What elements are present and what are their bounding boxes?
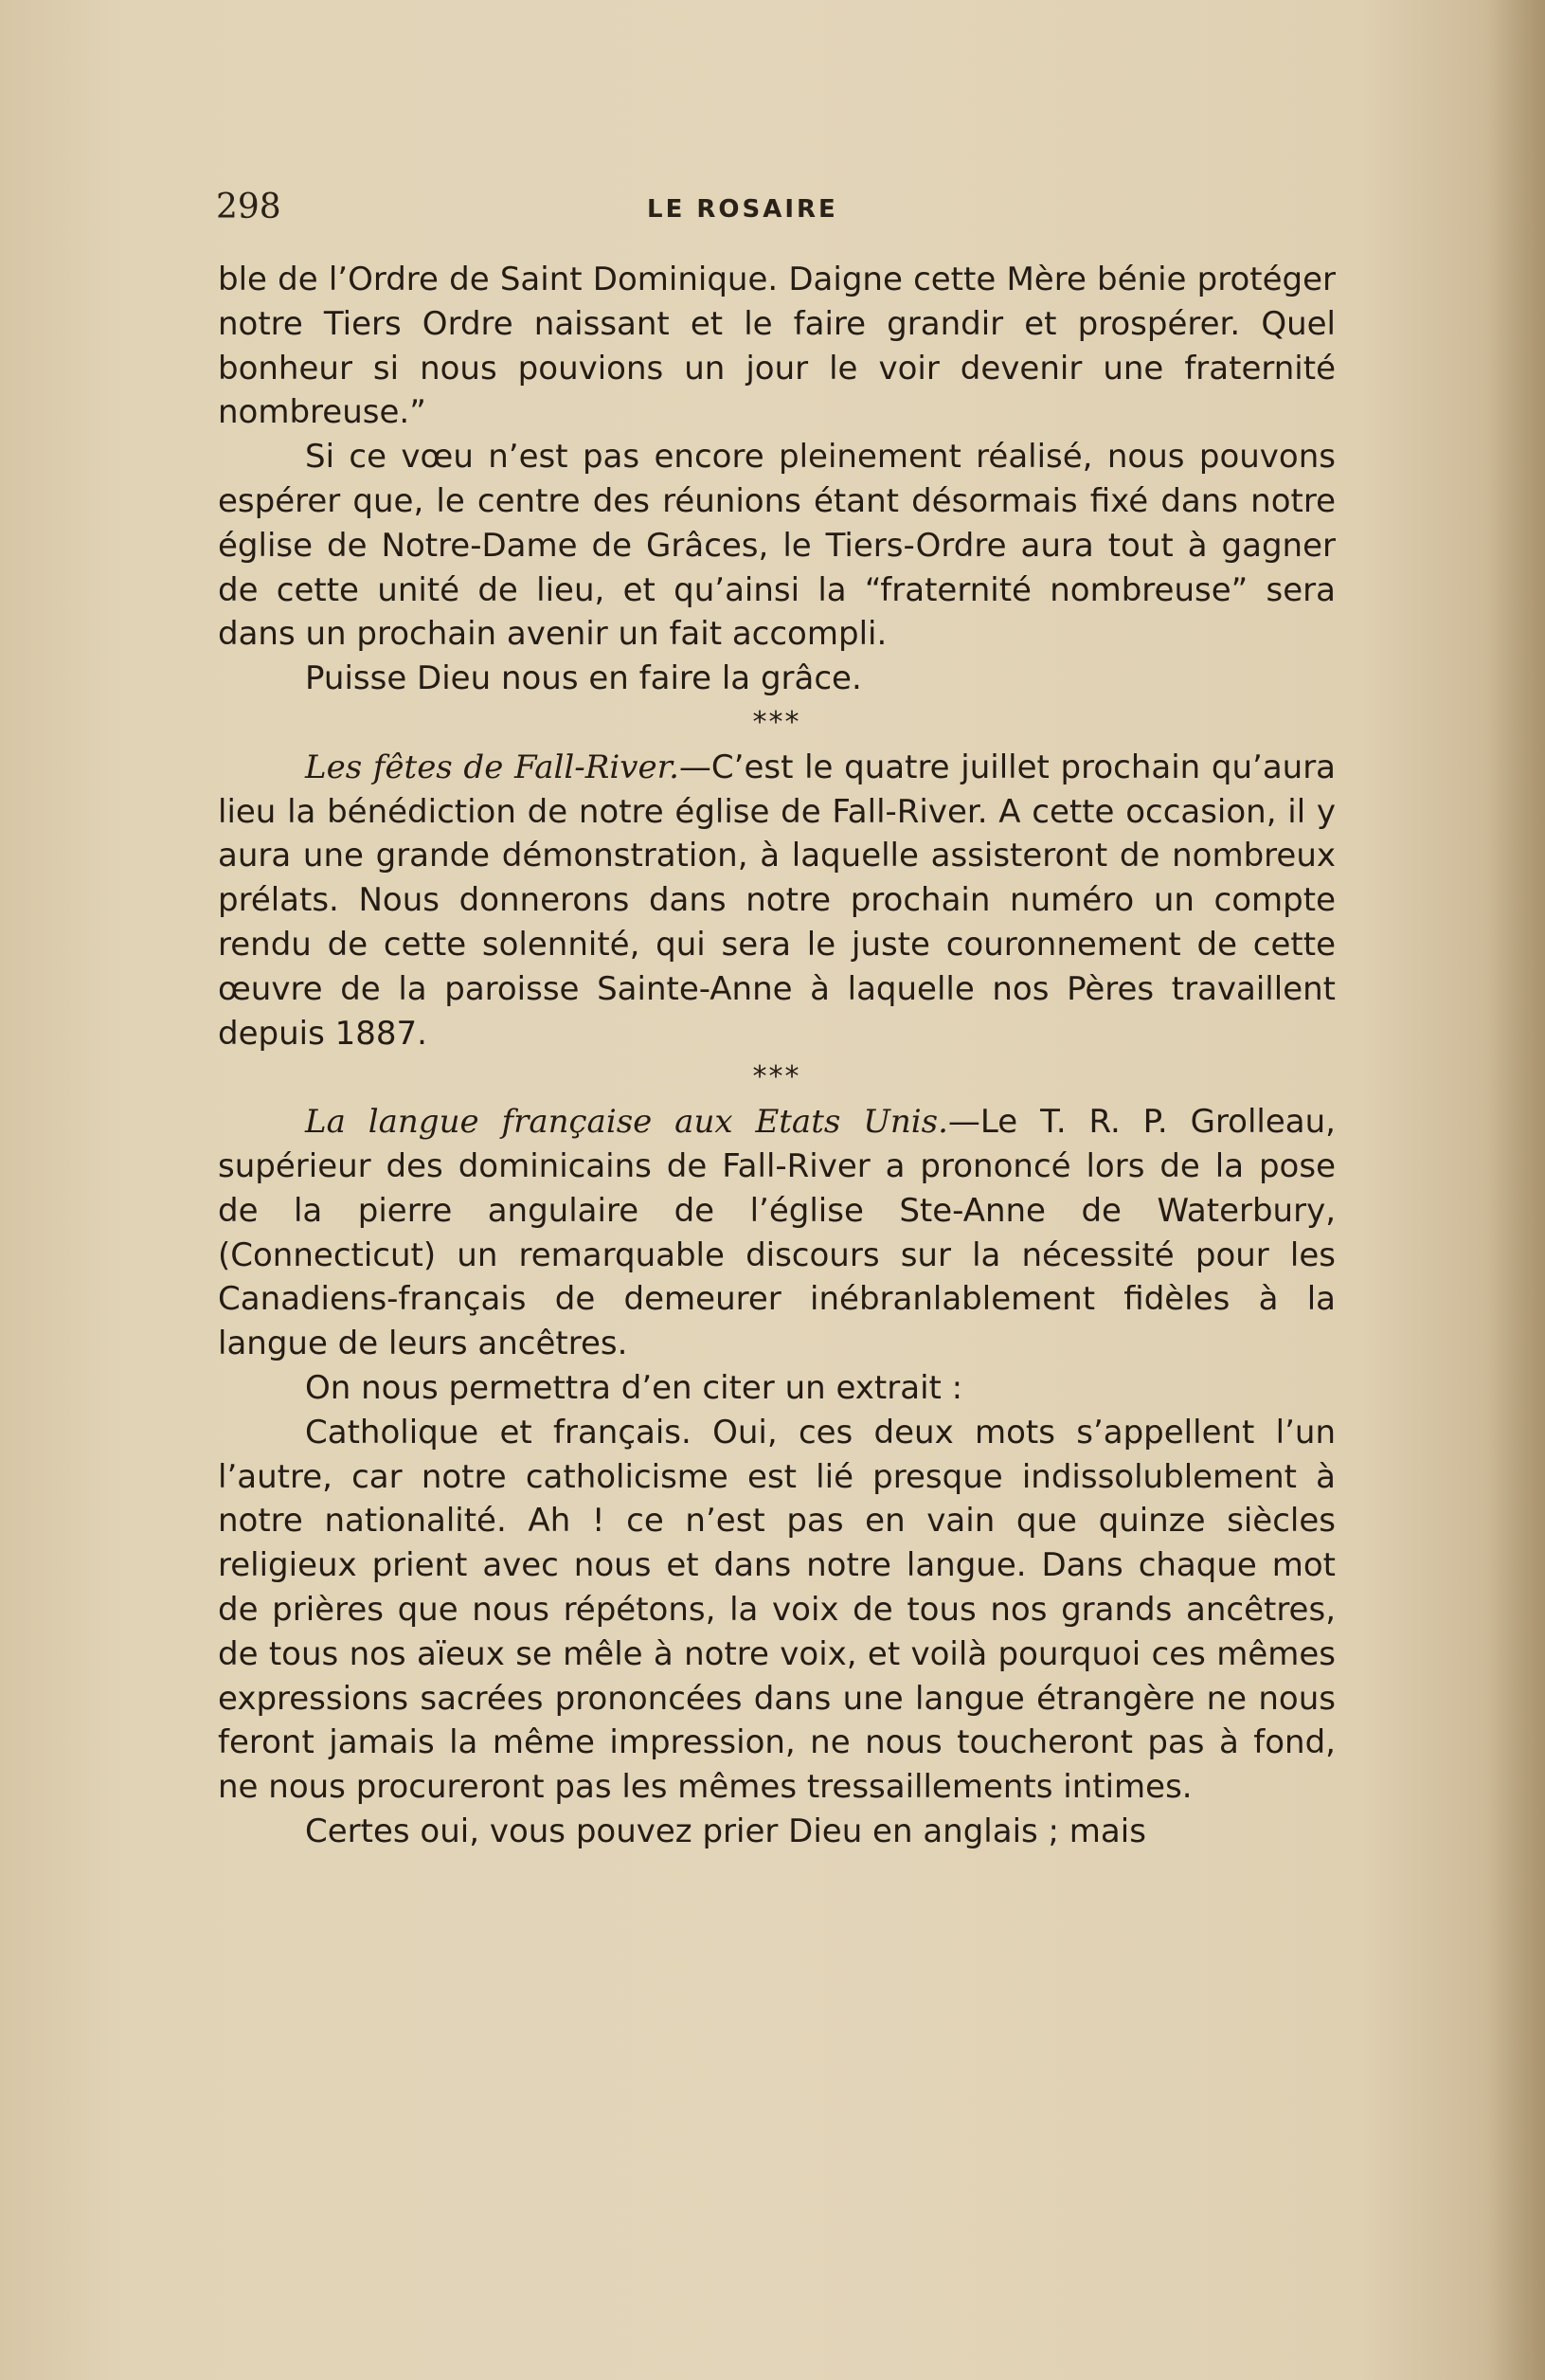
paragraph-continuation: ble de l’Ordre de Saint Dominique. Daigne cette Mère bénie protéger notre Tiers Ordre naissant et le faire grandir et prospérer. Quel bonheur si nous pouvions un jour le voir devenir une fraternité nombreuse.” <box>218 261 1336 432</box>
paragraph-extract-intro: On nous permettra d’en citer un extrait : <box>305 1368 963 1407</box>
paragraph-quote-continued: Certes oui, vous pouvez prier Dieu en anglais ; mais <box>305 1812 1146 1850</box>
section-separator-asterism: *** <box>752 1060 801 1094</box>
page-header <box>216 188 1334 244</box>
body-text <box>218 258 1336 1854</box>
section-lead-langue-francaise: La langue française aux Etats Unis. <box>305 1103 948 1142</box>
page-edge-shadow <box>1488 0 1545 2380</box>
paragraph-langue-francaise <box>218 1100 1336 1366</box>
running-title: LE ROSAIRE <box>647 195 838 224</box>
section-lead-fall-river: Les fêtes de Fall-River. <box>305 748 679 786</box>
paragraph-prayer: Puisse Dieu nous en faire la grâce. <box>305 659 862 698</box>
section-separator-asterism: *** <box>752 705 801 739</box>
paragraph-langue-francaise-text: —Le T. R. P. Grolleau, supérieur des dominicains de Fall-River a prononcé lors de la pose de la pierre angulaire de l’église Ste-Anne de Waterbury, (Connecticut) un remarquable discours sur la nécessité pour les Canadiens-français de demeurer inébranlablement fidèles à la langue de leurs ancêtres. <box>218 1103 1336 1363</box>
paragraph-fall-river-text: —C’est le quatre juillet prochain qu’aura lieu la bénédiction de notre église de Fall-River. A cette occasion, il y aura une grande démonstration, à laquelle assisteront de nombreux prélats. Nous donnerons dans notre prochain numéro un compte rendu de cette solennité, qui sera le juste couronnement de cette œuvre de la paroisse Sainte-Anne à laquelle nos Pères travaillent depuis 1887. <box>218 748 1337 1053</box>
page-number: 298 <box>216 188 281 226</box>
paragraph-quote: Catholique et français. Oui, ces deux mots s’appellent l’un l’autre, car notre catholicisme est lié presque indissolublement à notre nationalité. Ah ! ce n’est pas en vain que quinze siècles religieux prient avec nous et dans notre langue. Dans chaque mot de prières que nous répétons, la voix de tous nos grands ancêtres, de tous nos aïeux se mêle à notre voix, et voilà pourquoi ces mêmes expressions sacrées prononcées dans une langue étrangère ne nous feront jamais la même impression, ne nous toucheront pas à fond, ne nous procureront pas les mêmes tressaillements intimes. <box>218 1413 1336 1807</box>
paragraph-fall-river <box>218 746 1336 1056</box>
paragraph-tiers-ordre: Si ce vœu n’est pas encore pleinement réalisé, nous pouvons espérer que, le centre des réunions étant désormais fixé dans notre église de Notre-Dame de Grâces, le Tiers-Ordre aura tout à gagner de cette unité de lieu, et qu’ainsi la “fraternité nombreuse” sera dans un prochain avenir un fait accompli. <box>218 438 1336 654</box>
